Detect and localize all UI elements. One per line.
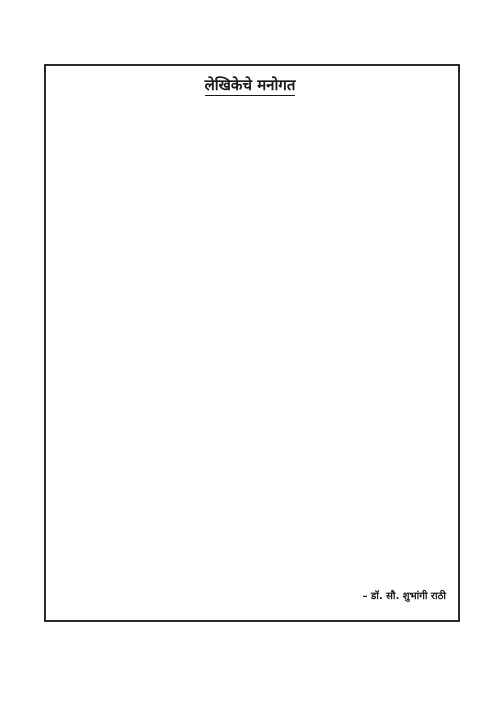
preface-paragraph-2 — [58, 118, 446, 128]
page-title — [0, 76, 500, 96]
preface-paragraph-1 — [58, 104, 446, 114]
preface-paragraph-3 — [58, 132, 446, 142]
page-title-text: लेखिकेचे मनोगत — [204, 76, 296, 94]
preface-paragraph-5 — [58, 160, 446, 170]
preface-paragraph-4 — [58, 146, 446, 156]
author-signature: – डॉ. सौ. शुभांगी राठी — [362, 591, 446, 602]
preface-body — [58, 104, 446, 174]
